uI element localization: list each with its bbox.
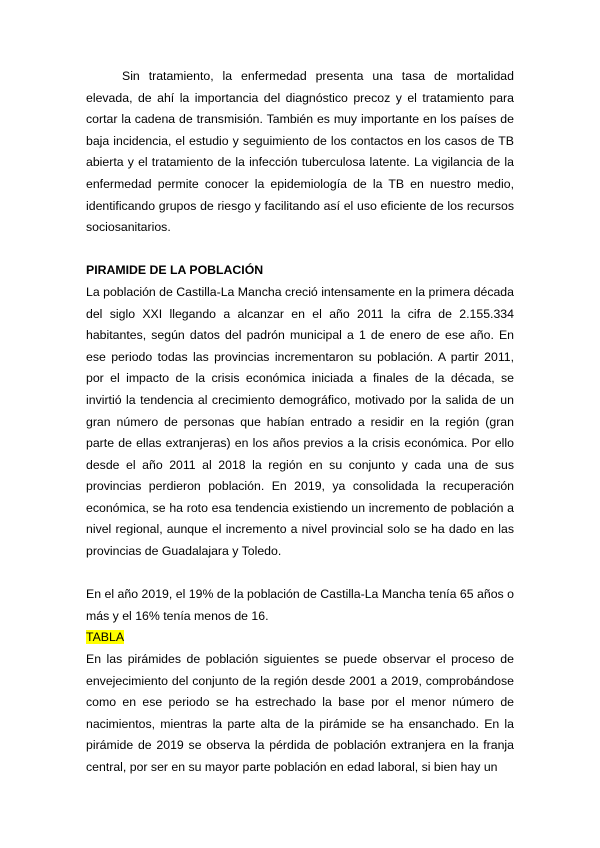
- population-paragraph: La población de Castilla-La Mancha creció intensamente en la primera década del siglo XXI llegando a alcanzar en el año 2011 la cifra de 2.155.334 habitantes, según datos del padrón municipal a 1 de enero de ese año. En ese periodo todas las provincias incrementaron su población. A partir 2011, por el impacto de la crisis económica iniciada a finales de la década, se invirtió la tendencia al crecimiento demográfico, motivado por la salida de un gran número de personas que habían entrado a residir en la región (gran parte de ellas extranjeras) en los años previos a la crisis económica. Por ello desde el año 2011 al 2018 la región en su conjunto y cada una de sus provincias perdieron población. En 2019, ya consolidada la recuperación económica, se ha roto esa tendencia existiendo un incremento de población a nivel regional, aunque el incremento a nivel provincial solo se ha dado en las provincias de Guadalajara y Toledo.: [86, 284, 514, 559]
- table-label-line: [86, 627, 514, 649]
- section-heading: PIRAMIDE DE LA POBLACIÓN: [86, 263, 264, 278]
- spacer: [86, 239, 514, 261]
- table-label: TABLA: [86, 630, 125, 645]
- spacer: [86, 563, 514, 585]
- age-paragraph: En el año 2019, el 19% de la población de Castilla-La Mancha tenía 65 años o más y el 16% tenía menos de 16.: [86, 587, 514, 623]
- document-page: [86, 66, 514, 779]
- pyramids-paragraph: En las pirámides de población siguientes se puede observar el proceso de envejecimiento del conjunto de la región desde 2001 a 2019, comprobándose como en ese periodo se ha estrechado la base por el menor número de nacimientos, mientras la parte alta de la pirámide se ha ensanchado. En la pirámide de 2019 se observa la pérdida de población extranjera en la franja central, por ser en su mayor parte población en edad laboral, si bien hay un: [86, 652, 514, 774]
- intro-paragraph: Sin tratamiento, la enfermedad presenta una tasa de mortalidad elevada, de ahí la importancia del diagnóstico precoz y el tratamiento para cortar la cadena de transmisión. También es muy importante en los países de baja incidencia, el estudio y seguimiento de los contactos en los casos de TB abierta y el tratamiento de la infección tuberculosa latente. La vigilancia de la enfermedad permite conocer la epidemiología de la TB en nuestro medio, identificando grupos de riesgo y facilitando así el uso eficiente de los recursos sociosanitarios.: [86, 69, 514, 235]
